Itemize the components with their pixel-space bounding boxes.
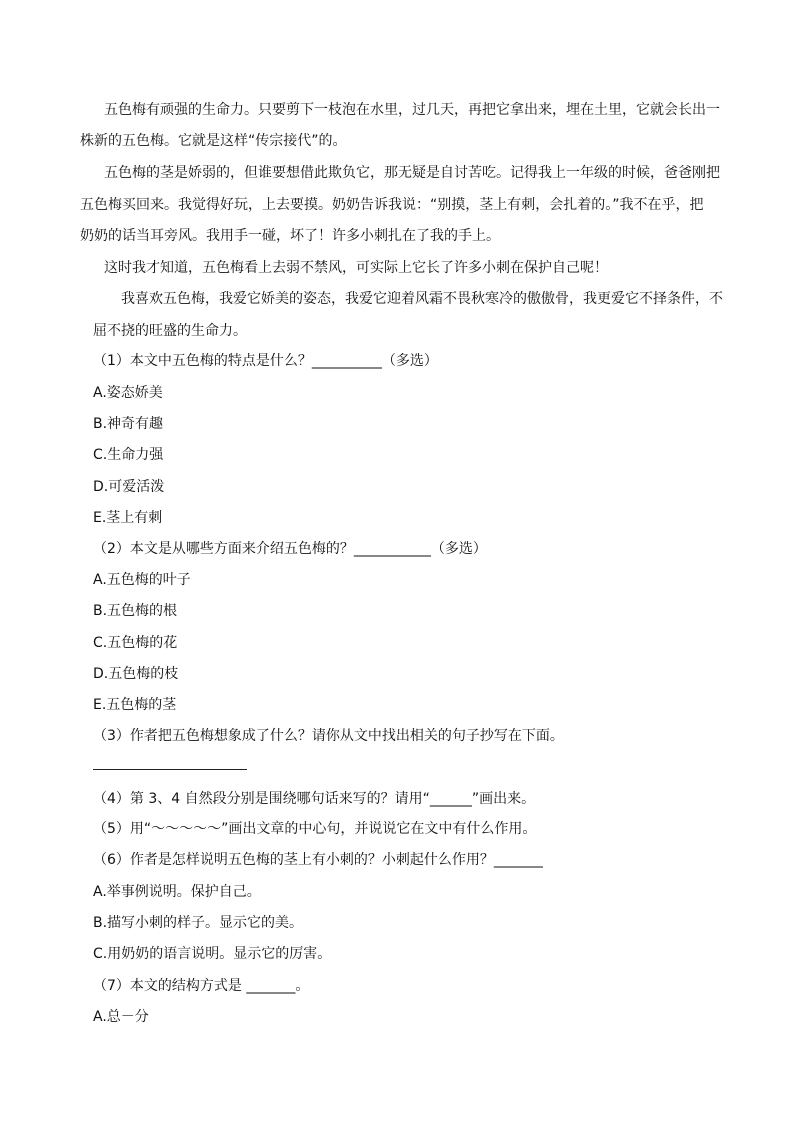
question-2-option-c: C.五色梅的花 [93,635,178,651]
question-3-answer-line[interactable] [93,769,247,770]
question-6-option-b: B.描写小刺的样子。显示它的美。 [93,915,304,931]
passage-p2-line-2: 五色梅买回来。我觉得好玩，上去要摸。奶奶告诉我说：“别摸，茎上有刺，会扎着的。”我不在乎，把 [80,197,704,213]
question-2-option-d: D.五色梅的枝 [93,666,179,682]
question-3-stem: （3）作者把五色梅想象成了什么？请你从文中找出相关的句子抄写在下面。 [93,728,564,744]
passage-p2-line-3: 奶奶的话当耳旁风。我用手一碰，坏了！许多小刺扎在了我的手上。 [80,228,500,244]
question-1-stem: （1）本文中五色梅的特点是什么？__________（多选） [93,353,438,369]
passage-p4-line-2: 屈不挠的旺盛的生命力。 [93,323,247,339]
question-2-option-e: E.五色梅的茎 [93,697,177,713]
question-7-stem: （7）本文的结构方式是 _______。 [93,978,310,994]
question-1-option-e: E.茎上有刺 [93,510,163,526]
passage-p1-line-1: 五色梅有顽强的生命力。只要剪下一枝泡在水里，过几天，再把它拿出来，埋在土里，它就会长出一 [104,102,720,118]
question-6-stem: （6）作者是怎样说明五色梅的茎上有小刺的？小刺起什么作用？_______ [93,852,543,868]
passage-p4-line-1: 我喜欢五色梅，我爱它娇美的姿态，我爱它迎着风霜不畏秋寒冷的傲傲骨，我更爱它不择条件，不 [121,291,723,307]
question-2-option-b: B.五色梅的根 [93,603,178,619]
passage-p1-line-2: 株新的五色梅。它就是这样“传宗接代”的。 [80,133,347,149]
question-1-option-d: D.可爱活泼 [93,479,165,495]
question-6-option-a: A.举事例说明。保护自己。 [93,884,261,900]
question-2-stem: （2）本文是从哪些方面来介绍五色梅的？___________（多选） [93,541,487,557]
passage-p2-line-1: 五色梅的茎是娇弱的，但谁要想借此欺负它，那无疑是自讨苦吃。记得我上一年级的时候，爸爸刚把 [104,165,720,181]
question-1-option-c: C.生命力强 [93,447,164,463]
question-1-option-a: A.姿态娇美 [93,385,163,401]
question-6-option-c: C.用奶奶的语言说明。显示它的厉害。 [93,946,332,962]
question-5-stem: （5）用“～～～～～”画出文章的中心句，并说说它在文中有什么作用。 [93,821,537,837]
question-4-stem: （4）第 3、4 自然段分别是围绕哪句话来写的？请用“______”画出来。 [93,791,536,807]
passage-p3-line-1: 这时我才知道，五色梅看上去弱不禁风，可实际上它长了许多小刺在保护自己呢！ [104,260,608,276]
question-7-option-a: A.总－分 [93,1009,149,1025]
question-2-option-a: A.五色梅的叶子 [93,572,191,588]
question-1-option-b: B.神奇有趣 [93,416,164,432]
